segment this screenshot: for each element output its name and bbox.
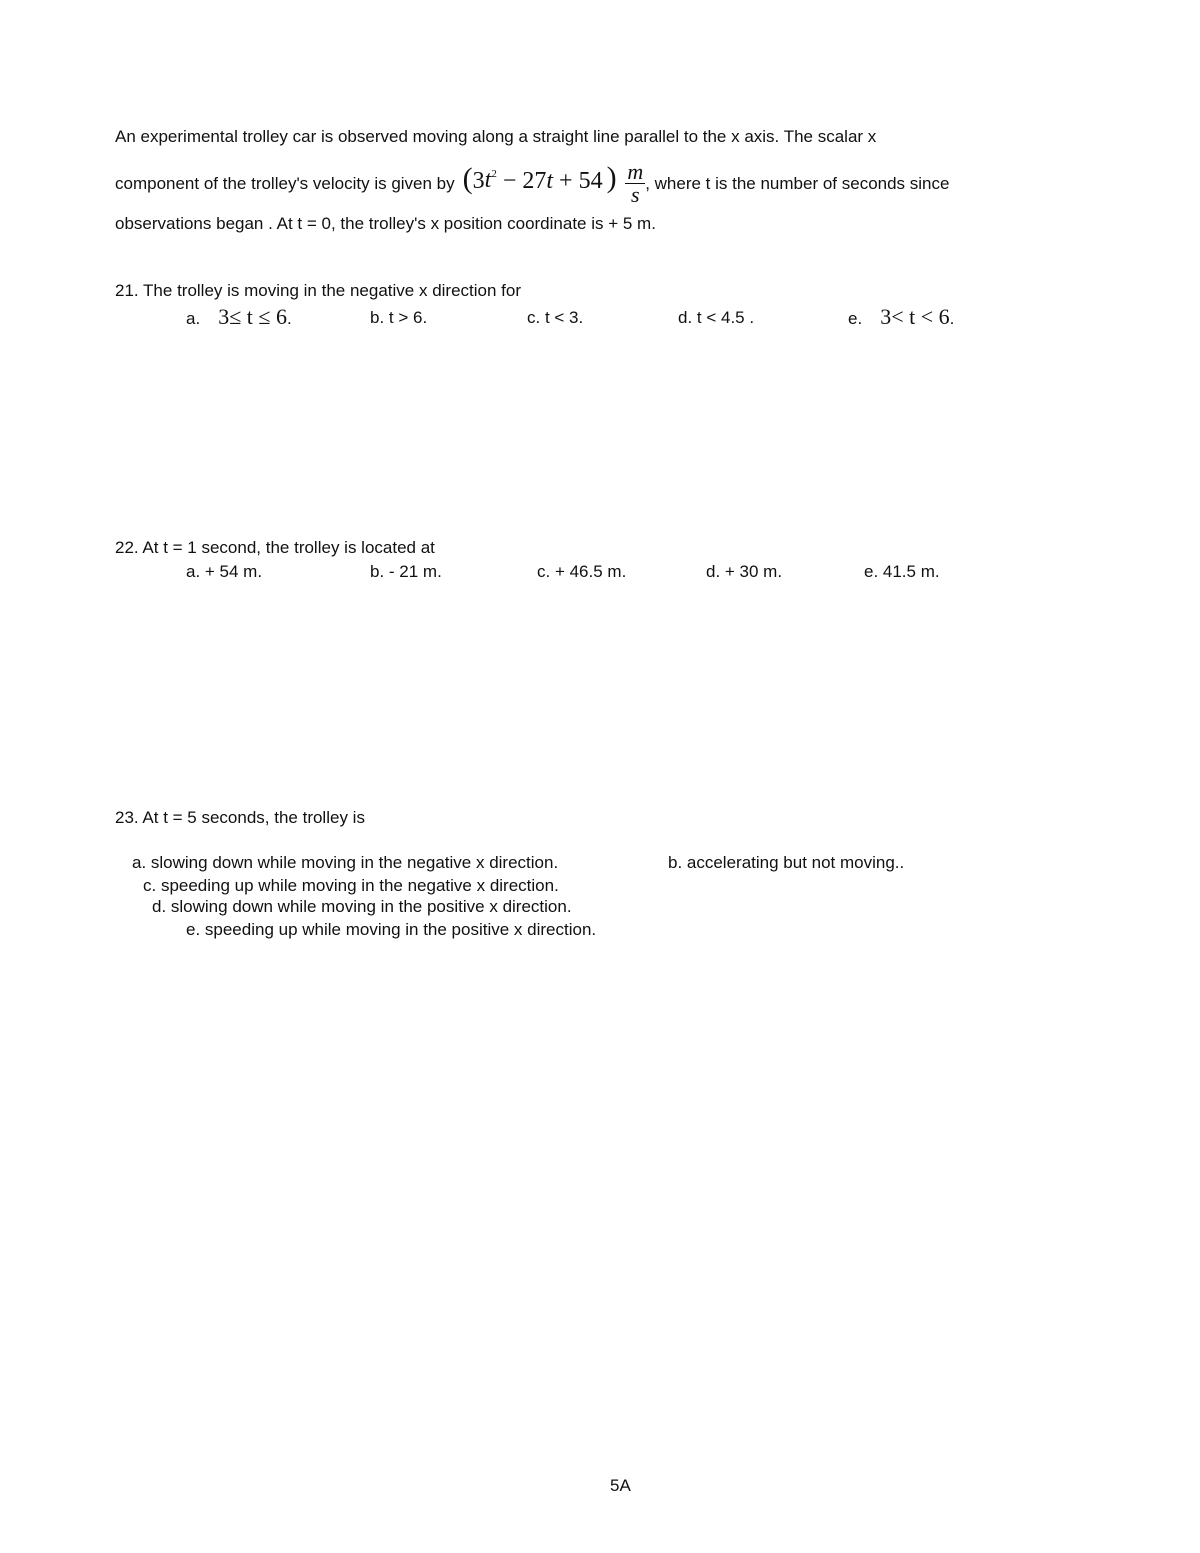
eq-coef: 3: [472, 167, 485, 194]
q23-option-d: d. slowing down while moving in the positive x direction.: [152, 897, 572, 916]
q23-option-e: e. speeding up while moving in the positive x direction.: [186, 920, 597, 939]
q21-option-e: [848, 306, 954, 328]
intro-line-3: observations began . At t = 0, the trolley's x position coordinate is + 5 m.: [115, 214, 656, 233]
q21-a-math: 3≤ t ≤ 6: [218, 304, 287, 329]
q23-option-a: a. slowing down while moving in the negative x direction.: [132, 853, 559, 872]
unit-denominator: s: [625, 183, 645, 206]
q21-e-dot: .: [949, 309, 955, 328]
q21-option-d: d. t < 4.5 .: [678, 308, 755, 327]
velocity-equation: ($3t^2 - 27t + 54$ ) $\frac{m}{s}$: [462, 158, 644, 207]
q22-option-b: b. - 21 m.: [370, 562, 442, 581]
q23-option-c: c. speeding up while moving in the negative x direction.: [143, 876, 559, 895]
q22-option-a: a. + 54 m.: [186, 562, 263, 581]
q21-e-math: 3< t < 6: [880, 304, 950, 329]
eq-term3: + 54: [553, 167, 603, 194]
q21-option-b: b. t > 6.: [370, 308, 428, 327]
q21-option-c: c. t < 3.: [527, 308, 584, 327]
intro-line-1: An experimental trolley car is observed moving along a straight line parallel to the x axis. The scalar x: [115, 127, 877, 146]
intro-line-2-text: component of the trolley's velocity is given by: [115, 173, 455, 193]
q22-stem: 22. At t = 1 second, the trolley is located at: [115, 538, 435, 557]
intro-line-2-tail: , where t is the number of seconds since: [645, 173, 950, 193]
intro-line-2: [115, 158, 949, 208]
q22-option-c: c. + 46.5 m.: [537, 562, 627, 581]
q21-a-label: a.: [186, 309, 201, 328]
q22-option-d: d. + 30 m.: [706, 562, 783, 581]
eq-term2: − 27: [496, 167, 547, 194]
q21-stem: 21. The trolley is moving in the negative x direction for: [115, 281, 522, 300]
q21-a-dot: .: [286, 309, 292, 328]
q23-stem: 23. At t = 5 seconds, the trolley is: [115, 808, 365, 827]
q21-e-label: e.: [848, 309, 863, 328]
unit-numerator: m: [627, 158, 644, 184]
eq-exponent: 2: [491, 168, 497, 181]
q23-option-b: b. accelerating but not moving..: [668, 853, 905, 872]
q21-option-a: [186, 306, 292, 328]
eq-var-t: t: [484, 167, 492, 194]
eq-var-t2: t: [546, 167, 554, 194]
q22-option-e: e. 41.5 m.: [864, 562, 940, 581]
page-number: 5A: [610, 1476, 631, 1495]
unit-fraction: [625, 158, 645, 207]
